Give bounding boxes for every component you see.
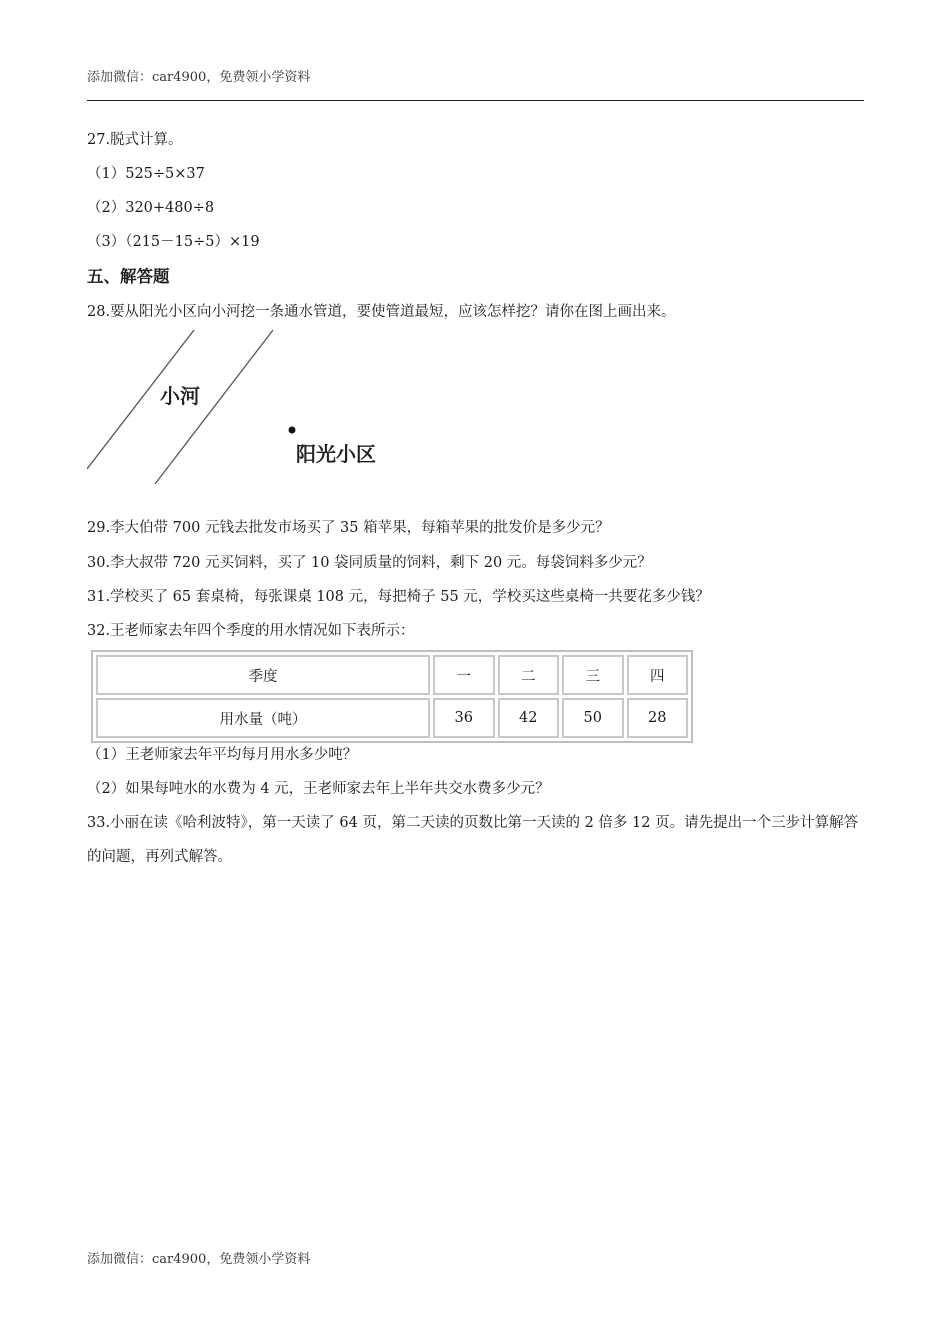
q27-item-2: （2）320+480÷8	[87, 200, 215, 216]
header-divider	[87, 100, 864, 101]
table-row-values	[96, 698, 688, 738]
q32-text: 32.王老师家去年四个季度的用水情况如下表所示：	[87, 623, 415, 639]
table-value-q3: 50	[562, 698, 624, 738]
community-label: 阳光小区	[296, 442, 376, 466]
q28-text: 28.要从阳光小区向小河挖一条通水管道，要使管道最短，应该怎样挖？请你在图上画出来。	[87, 304, 676, 320]
q29-text: 29.李大伯带 700 元钱去批发市场买了 35 箱苹果，每箱苹果的批发价是多少元？	[87, 520, 610, 536]
water-usage-table	[91, 650, 693, 743]
table-value-q1: 36	[433, 698, 495, 738]
table-header-q1: 一	[433, 655, 495, 695]
table-header-q2: 二	[498, 655, 560, 695]
river-label: 小河	[160, 384, 200, 408]
river-diagram	[87, 328, 407, 488]
q32-sub-2: （2）如果每吨水的水费为 4 元，王老师家去年上半年共交水费多少元？	[87, 781, 550, 797]
table-row-label: 用水量（吨）	[96, 698, 430, 738]
table-header-q3: 三	[562, 655, 624, 695]
community-point	[289, 427, 296, 434]
table-header-q4: 四	[627, 655, 689, 695]
header-watermark: 添加微信：car4900，免费领小学资料	[87, 70, 311, 85]
q27-title: 27.脱式计算。	[87, 132, 183, 148]
q30-text: 30.李大叔带 720 元买饲料，买了 10 袋同质量的饲料，剩下 20 元。每袋饲料多少元？	[87, 555, 652, 571]
table-value-q2: 42	[498, 698, 560, 738]
table-value-q4: 28	[627, 698, 689, 738]
q27-item-1: （1）525÷5×37	[87, 166, 205, 182]
q31-text: 31.学校买了 65 套桌椅，每张课桌 108 元，每把椅子 55 元，学校买这些桌椅一共要花多少钱？	[87, 589, 710, 605]
table-row-header	[96, 655, 688, 695]
table-header-quarter-label: 季度	[96, 655, 430, 695]
q32-sub-1: （1）王老师家去年平均每月用水多少吨？	[87, 747, 358, 763]
q27-item-3: （3）（215－15÷5）×19	[87, 234, 260, 250]
footer-watermark: 添加微信：car4900，免费领小学资料	[87, 1252, 311, 1267]
q33-text: 33.小丽在读《哈利波特》，第一天读了 64 页，第二天读的页数比第一天读的 2 倍多 12 页。请先提出一个三步计算解答的问题，再列式解答。	[87, 815, 859, 865]
section-title-answers: 五、解答题	[87, 267, 170, 286]
